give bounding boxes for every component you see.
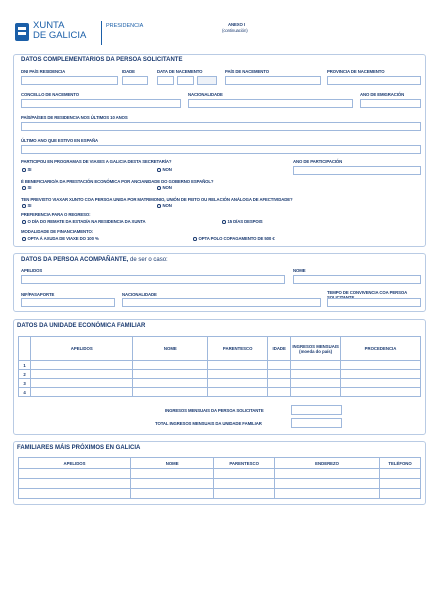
- q2-no-option[interactable]: [157, 185, 172, 190]
- table-row: [19, 379, 421, 388]
- q1-yes-option[interactable]: [22, 167, 31, 172]
- radio-icon: [22, 168, 26, 172]
- applicant-income-label: INGRESOS MENSUAIS DA PERSOA SOLICITANTE: [165, 408, 264, 413]
- participation-year-field[interactable]: [293, 166, 421, 175]
- relative-surname-header: APELIDOS: [19, 458, 131, 469]
- table-cell[interactable]: [208, 370, 268, 379]
- companion-id-label: NIF/PASAPORTE: [21, 292, 55, 297]
- table-cell[interactable]: [19, 489, 131, 499]
- table-cell[interactable]: [380, 489, 421, 499]
- row-number: 2: [19, 370, 31, 379]
- table-cell[interactable]: [275, 479, 380, 489]
- return-preference-label: PREFERENCIA PARA O REGRESO:: [21, 212, 91, 217]
- table-cell[interactable]: [214, 469, 275, 479]
- table-cell[interactable]: [131, 469, 214, 479]
- table-row: [19, 479, 421, 489]
- financing-label: MODALIDADE DE FINANCIAMENTO:: [21, 229, 94, 234]
- birth-year-field[interactable]: [197, 76, 217, 85]
- table-cell[interactable]: [19, 479, 131, 489]
- household-surname-header: APELIDOS: [31, 337, 133, 361]
- birth-day-field[interactable]: [157, 76, 174, 85]
- relatives-table: [18, 457, 421, 499]
- q1-no-option[interactable]: [157, 167, 172, 172]
- birth-month-field[interactable]: [177, 76, 194, 85]
- table-cell[interactable]: [31, 388, 133, 397]
- total-income-label: TOTAL INGRESOS MENSUAIS DA UNIDADE FAMILIAR: [155, 421, 262, 426]
- dni-field[interactable]: [21, 76, 118, 85]
- companion-nationality-field[interactable]: [122, 298, 321, 307]
- table-cell[interactable]: [131, 489, 214, 499]
- travel-program-question: PARTICIPOU EN PROGRAMAS DE VIAXES A GALICIA DESTA SECRETARÍA?: [21, 159, 172, 164]
- companion-surname-field[interactable]: [21, 275, 285, 284]
- table-cell[interactable]: [214, 479, 275, 489]
- section4-title: FAMILIARES MÁIS PRÓXIMOS EN GALICIA: [17, 445, 141, 451]
- table-row: [19, 361, 421, 370]
- q3-no-option[interactable]: [157, 203, 172, 208]
- q3-yes-label: SI: [27, 203, 32, 208]
- q2-no-label: NON: [162, 185, 172, 190]
- table-cell[interactable]: [268, 361, 291, 370]
- table-cell[interactable]: [133, 361, 208, 370]
- row-number: 3: [19, 379, 31, 388]
- return-option-b-label: 15 DÍAS DESPOIS: [227, 219, 263, 224]
- emigration-year-field[interactable]: [360, 99, 421, 108]
- residence-countries-field[interactable]: [21, 122, 421, 131]
- row-number-header: [19, 337, 31, 361]
- table-cell[interactable]: [133, 388, 208, 397]
- annex-title: ANEXO I: [228, 22, 245, 27]
- total-income-field[interactable]: [291, 418, 342, 428]
- relative-phone-header: TELÉFONO: [380, 458, 421, 469]
- birthdate-label: DATA DE NACEMENTO: [157, 69, 203, 74]
- section1-title: DATOS COMPLEMENTARIOS DA PERSOA SOLICITANTE: [21, 57, 183, 63]
- age-field[interactable]: [122, 76, 148, 85]
- table-cell[interactable]: [268, 379, 291, 388]
- relative-relationship-header: PARENTESCO: [214, 458, 275, 469]
- companion-name-label: NOME: [293, 268, 306, 273]
- household-source-header: PROCEDENCIA: [340, 337, 420, 361]
- radio-icon: [193, 237, 197, 241]
- companion-id-field[interactable]: [21, 298, 115, 307]
- table-cell[interactable]: [291, 379, 341, 388]
- annex-subtitle: (continuación): [222, 28, 248, 33]
- household-income-header: INGRESOS MENSUAIS (moeda do país): [291, 337, 341, 361]
- relative-name-header: NOME: [131, 458, 214, 469]
- row-number: 1: [19, 361, 31, 370]
- q2-yes-label: SI: [27, 185, 32, 190]
- table-cell[interactable]: [380, 469, 421, 479]
- financing-option-b[interactable]: [193, 236, 275, 241]
- household-name-header: NOME: [133, 337, 208, 361]
- nationality-field[interactable]: [188, 99, 353, 108]
- birth-country-field[interactable]: [225, 76, 321, 85]
- logo-text-2: DE GALICIA: [33, 30, 87, 41]
- return-option-a-label: O DÍA DO REMATE DA ESTADÍA NA RESIDENCIA DA XUNTA: [27, 219, 146, 224]
- table-cell[interactable]: [268, 388, 291, 397]
- radio-icon: [22, 237, 26, 241]
- radio-icon: [22, 186, 26, 190]
- companion-nationality-label: NACIONALIDADE: [122, 292, 157, 297]
- table-cell[interactable]: [208, 388, 268, 397]
- table-cell[interactable]: [380, 479, 421, 489]
- table-row: [19, 469, 421, 479]
- table-row: [19, 489, 421, 499]
- cohabitation-time-field[interactable]: [327, 298, 421, 307]
- companion-surname-label: APELIDOS: [21, 268, 43, 273]
- financing-option-a[interactable]: [22, 236, 99, 241]
- table-cell[interactable]: [340, 388, 420, 397]
- birth-province-label: PROVINCIA DE NACEMENTO: [327, 69, 385, 74]
- table-cell[interactable]: [131, 479, 214, 489]
- table-cell[interactable]: [31, 361, 133, 370]
- q3-yes-option[interactable]: [22, 203, 31, 208]
- return-option-a[interactable]: [22, 219, 146, 224]
- financing-option-a-label: OPTA Á AXUDA DE VIAXE DO 100 %: [27, 236, 99, 241]
- table-cell[interactable]: [268, 370, 291, 379]
- table-cell[interactable]: [133, 370, 208, 379]
- radio-icon: [222, 220, 226, 224]
- table-row: [19, 388, 421, 397]
- radio-icon: [157, 186, 161, 190]
- financing-option-b-label: OPTA POLO COPAGAMENTO DE 500 €: [198, 236, 275, 241]
- logo-text-1: XUNTA: [33, 20, 65, 31]
- table-cell[interactable]: [275, 489, 380, 499]
- return-option-b[interactable]: [222, 219, 263, 224]
- emigration-year-label: ANO DE EMIGRACIÓN: [360, 92, 405, 97]
- relative-address-header: ENDEREZO: [275, 458, 380, 469]
- birth-municipality-field[interactable]: [21, 99, 181, 108]
- section2-title-main: DATOS DA PERSOA ACOMPAÑANTE,: [21, 257, 129, 263]
- table-cell[interactable]: [19, 469, 131, 479]
- logo-divider: [101, 21, 102, 45]
- table-row: [19, 370, 421, 379]
- table-cell[interactable]: [291, 361, 341, 370]
- radio-icon: [22, 220, 26, 224]
- nationality-label: NACIONALIDADE: [188, 92, 223, 97]
- last-year-spain-label: ÚLTIMO ANO QUE ESTIVO EN ESPAÑA: [21, 138, 99, 143]
- q2-yes-option[interactable]: [22, 185, 31, 190]
- section3-title: DATOS DA UNIDADE ECONÓMICA FAMILIAR: [17, 323, 146, 329]
- table-cell[interactable]: [291, 388, 341, 397]
- q1-yes-label: SI: [27, 167, 32, 172]
- table-cell[interactable]: [208, 379, 268, 388]
- birth-country-label: PAÍS DE NACEMENTO: [225, 69, 269, 74]
- table-cell[interactable]: [31, 379, 133, 388]
- household-age-header: IDADE: [268, 337, 291, 361]
- last-year-spain-field[interactable]: [21, 145, 421, 154]
- table-cell[interactable]: [133, 379, 208, 388]
- participation-year-label: ANO DE PARTICIPACIÓN: [293, 159, 343, 164]
- companion-question: TEN PREVISTO VIAXAR XUNTO COA PERSOA UNIDA POR MATRIMONIO, UNIÓN DE FEITO OU RELACIÓN ANÁLOGA DE AFECTIVIDADE?: [21, 197, 293, 202]
- radio-icon: [157, 168, 161, 172]
- department-name: PRESIDENCIA: [106, 23, 144, 29]
- q3-no-label: NON: [162, 203, 172, 208]
- section2-title-suffix: de ser o caso:: [128, 257, 168, 263]
- table-cell[interactable]: [214, 489, 275, 499]
- household-table: [18, 336, 421, 397]
- dni-label: DNI PAÍS RESIDENCIA: [21, 69, 66, 74]
- radio-icon: [22, 204, 26, 208]
- table-cell[interactable]: [208, 361, 268, 370]
- xunta-logo: [14, 20, 104, 46]
- table-cell[interactable]: [275, 469, 380, 479]
- household-relationship-header: PARENTESCO: [208, 337, 268, 361]
- row-number: 4: [19, 388, 31, 397]
- birth-province-field[interactable]: [327, 76, 421, 85]
- companion-name-field[interactable]: [293, 275, 421, 284]
- crest-icon: [14, 22, 30, 42]
- residence-countries-label: PAÍS/PAÍSES DE RESIDENCIA NOS ÚLTIMOS 10 ANOS: [21, 115, 128, 120]
- section2-title: [21, 257, 168, 263]
- q1-no-label: NON: [162, 167, 172, 172]
- table-cell[interactable]: [340, 361, 420, 370]
- age-label: IDADE: [122, 69, 135, 74]
- table-cell[interactable]: [291, 370, 341, 379]
- birth-municipality-label: CONCELLO DE NACEMENTO: [21, 92, 79, 97]
- table-cell[interactable]: [340, 379, 420, 388]
- radio-icon: [157, 204, 161, 208]
- table-cell[interactable]: [340, 370, 420, 379]
- table-cell[interactable]: [31, 370, 133, 379]
- applicant-income-field[interactable]: [291, 405, 342, 415]
- pension-question: É BENEFICIARIO/A DA PRESTACIÓN ECONÓMICA POR ANCIANIDADE DO GOBERNO ESPAÑOL?: [21, 179, 214, 184]
- cohabitation-time-label: TEMPO DE CONVIVENCIA COA PERSOA: [327, 290, 407, 295]
